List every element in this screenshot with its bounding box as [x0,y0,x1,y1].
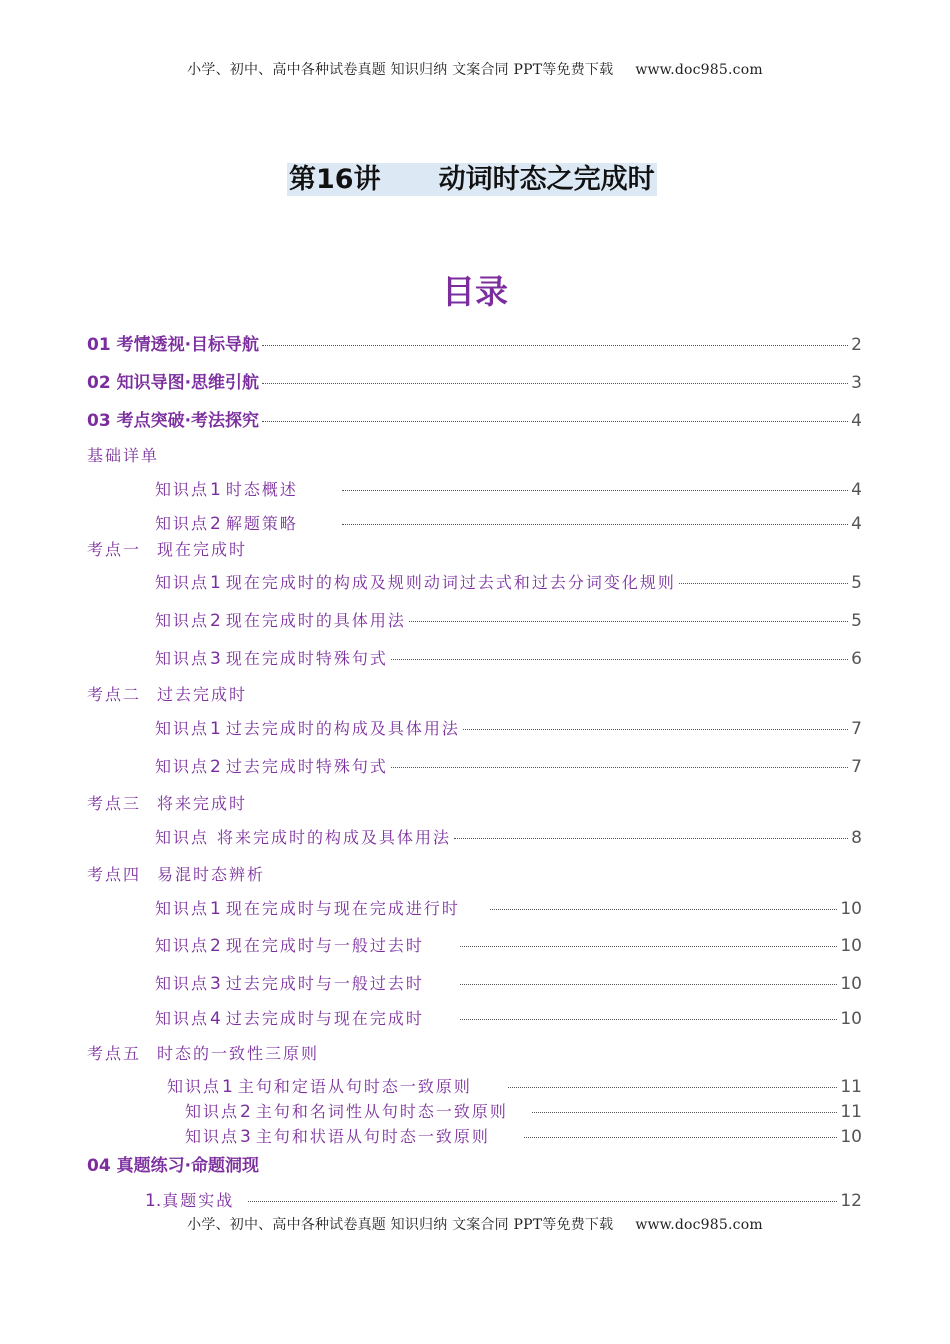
toc-page-number: 10 [840,1009,862,1029]
toc-heading: 目录 [442,272,508,311]
page-footer [0,1214,950,1234]
toc-page-number: 7 [851,757,862,777]
toc-item-label: 知识点2 解题策略 [155,514,298,534]
page-header [0,59,950,79]
toc-page-number: 4 [851,480,862,500]
toc-page-number: 11 [840,1077,862,1097]
toc-item[interactable] [155,754,862,777]
lecture-title [287,163,657,196]
leader-dots [409,621,848,622]
toc-page-number: 3 [851,373,862,393]
lecture-topic: 动词时态之完成时 [438,164,655,195]
lecture-number: 第16讲 [289,164,381,195]
header-text: 小学、初中、高中各种试卷真题 知识归纳 文案合同 PPT等免费下载 [187,62,614,78]
toc-item[interactable] [155,1006,862,1029]
toc-section-5[interactable]: 考点五 时态的一致性三原则 [87,1044,320,1063]
toc-item-label: 知识点3 过去完成时与一般过去时 [155,974,424,994]
toc-section-4[interactable]: 考点四 易混时态辨析 [87,865,266,884]
leader-dots [508,1087,838,1088]
toc-page-number: 10 [840,899,862,919]
leader-dots [524,1137,838,1138]
toc-section-2[interactable]: 考点二 过去完成时 [87,685,248,704]
toc-main-label: 03 考点突破·考法探究 [87,411,260,431]
toc-page-number: 7 [851,719,862,739]
toc-item-label: 知识点1 主句和定语从句时态一致原则 [167,1077,472,1097]
toc-page-number: 5 [851,611,862,631]
footer-site: www.doc985.com [635,1217,763,1233]
toc-item-label: 知识点2 现在完成时与一般过去时 [155,936,424,956]
toc-item-label: 知识点1 时态概述 [155,480,298,500]
toc-item-label: 知识点1 现在完成时与现在完成进行时 [155,899,460,919]
leader-dots [262,383,848,384]
toc-page-number: 10 [840,1127,862,1147]
leader-dots [490,909,838,910]
leader-dots [463,729,848,730]
toc-page-number: 2 [851,335,862,355]
toc-item-label: 知识点2 现在完成时的具体用法 [155,611,406,631]
toc-main-label: 02 知识导图·思维引航 [87,373,260,393]
toc-main-01[interactable] [87,330,862,355]
toc-item-label: 知识点1 现在完成时的构成及规则动词过去式和过去分词变化规则 [155,573,676,593]
toc-main-label: 04 真题练习·命题洞现 [87,1156,260,1176]
toc-item[interactable] [155,971,862,994]
toc-item[interactable] [145,1188,862,1211]
toc-section-1[interactable]: 考点一 现在完成时 [87,540,248,559]
toc-page-number: 10 [840,974,862,994]
toc-item-label: 知识点3 主句和状语从句时态一致原则 [185,1127,490,1147]
toc-section-basics[interactable] [87,443,159,466]
leader-dots [262,421,848,422]
leader-dots [460,946,838,947]
leader-dots [248,1201,837,1202]
leader-dots [342,524,848,525]
toc-item-label: 知识点2 主句和名词性从句时态一致原则 [185,1102,508,1122]
header-site: www.doc985.com [635,62,763,78]
toc-item[interactable] [155,716,862,739]
toc-main-label: 01 考情透视·目标导航 [87,335,260,355]
toc-page-number: 6 [851,649,862,669]
toc-item[interactable] [155,646,862,669]
toc-item-label: 知识点4 过去完成时与现在完成时 [155,1009,424,1029]
toc-main-04[interactable] [87,1151,862,1176]
toc-item-label: 知识点2 过去完成时特殊句式 [155,757,388,777]
leader-dots [679,583,848,584]
toc-page-number: 4 [851,514,862,534]
toc-page-number: 11 [840,1102,862,1122]
toc-item[interactable] [185,1124,862,1147]
toc-item[interactable] [155,511,862,534]
toc-item[interactable] [155,825,862,848]
toc-main-02[interactable] [87,368,862,393]
toc-page-number: 5 [851,573,862,593]
toc-item-label: 知识点3 现在完成时特殊句式 [155,649,388,669]
toc-item[interactable] [155,933,862,956]
toc-item[interactable] [155,896,862,919]
toc-item-label: 知识点1 过去完成时的构成及具体用法 [155,719,460,739]
toc-section-3[interactable]: 考点三 将来完成时 [87,794,248,813]
leader-dots [342,490,848,491]
section-name: 基础详单 [87,446,160,465]
toc-page-number: 8 [851,828,862,848]
footer-text: 小学、初中、高中各种试卷真题 知识归纳 文案合同 PPT等免费下载 [187,1217,614,1233]
toc-page-number: 12 [840,1191,862,1211]
toc-item[interactable] [185,1099,862,1122]
toc-main-03[interactable] [87,406,862,431]
toc-item[interactable] [167,1074,862,1097]
toc-item[interactable] [155,608,862,631]
leader-dots [460,984,838,985]
toc-item-label: 知识点 将来完成时的构成及具体用法 [155,828,452,847]
leader-dots [532,1112,838,1113]
toc-item[interactable] [155,570,862,593]
toc-item-label: 1.真题实战 [145,1191,235,1211]
leader-dots [454,838,848,839]
toc-page-number: 10 [840,936,862,956]
leader-dots [262,345,848,346]
toc-item[interactable] [155,477,862,500]
leader-dots [391,767,848,768]
toc-page-number: 4 [851,411,862,431]
leader-dots [391,659,848,660]
leader-dots [460,1019,838,1020]
